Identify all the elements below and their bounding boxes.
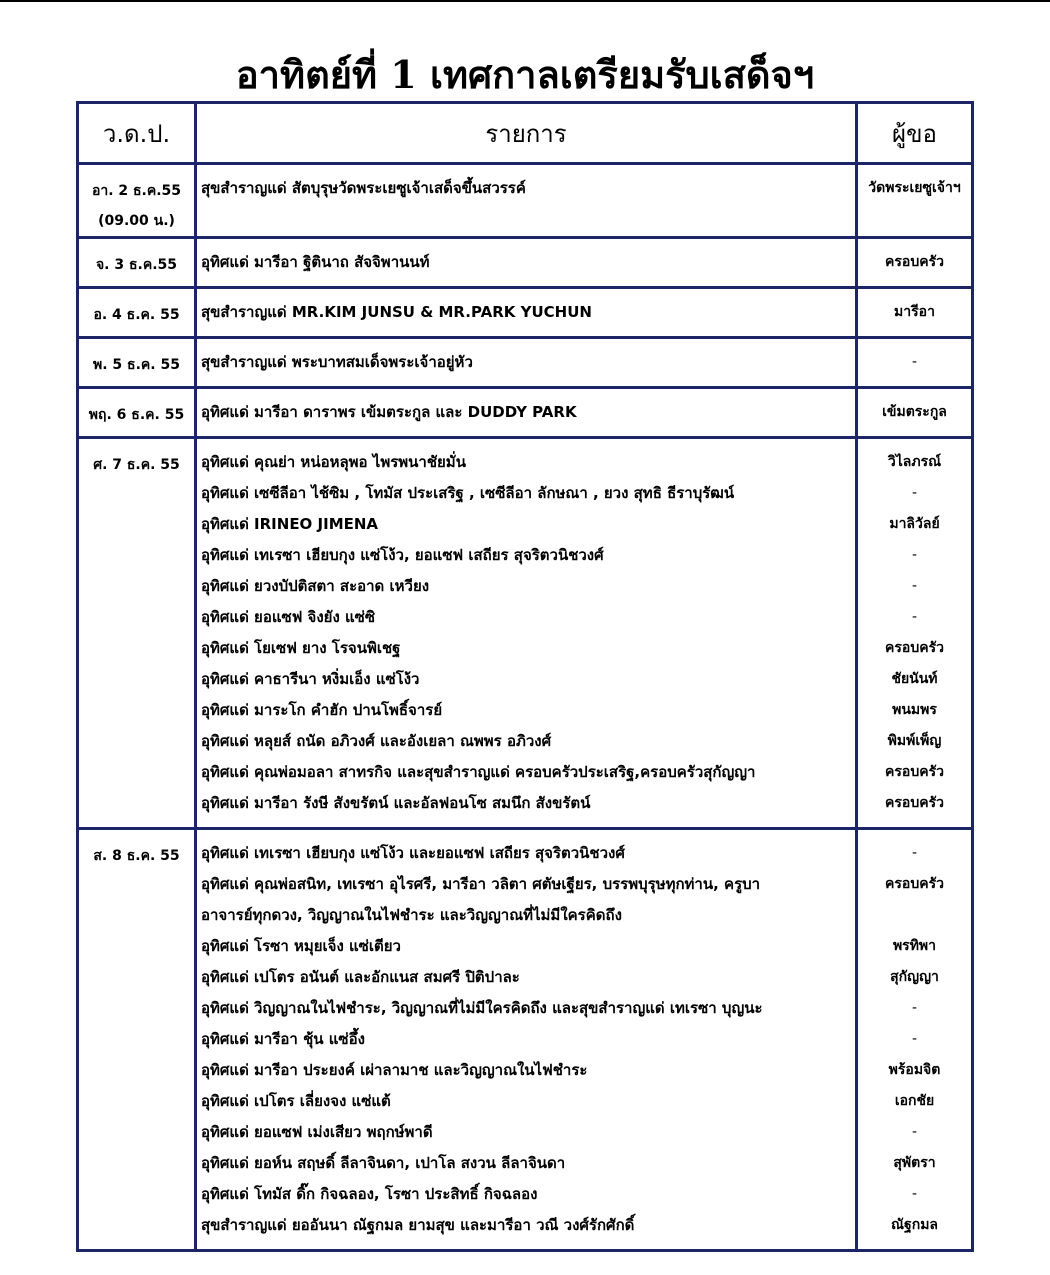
header-date: ว.ด.ป. bbox=[78, 103, 196, 164]
intention-line: สุขสำราญแด่ ยออันนา ณัฐกมล ยามสุข และมารีอา วณี วงศ์รักศักดิ์ bbox=[201, 1216, 635, 1234]
items-cell bbox=[196, 829, 857, 1251]
intention-line: อุทิศแด่ โรซา หมุยเจ็ง แซ่เตียว bbox=[201, 937, 401, 955]
donor-name: เข้มตระกูล bbox=[882, 404, 947, 420]
table-row bbox=[78, 288, 973, 338]
intention-line: อุทิศแด่ มารีอา ประยงค์ เผ่าลามาช และวิญญาณในไฟชำระ bbox=[201, 1061, 588, 1079]
intention-line: อุทิศแด่ มารีอา รังษี สังขรัตน์ และอัลฟอนโซ สมนึก สังขรัตน์ bbox=[201, 794, 591, 812]
table-row bbox=[78, 829, 973, 1251]
items-cell bbox=[196, 164, 857, 238]
table-header-row bbox=[78, 103, 973, 164]
donor-name: มารีอา bbox=[894, 304, 935, 320]
donor-name: เอกชัย bbox=[894, 1093, 935, 1109]
intention-line: สุขสำราญแด่ MR.KIM JUNSU & MR.PARK YUCHUN bbox=[201, 303, 592, 321]
intention-line: อุทิศแด่ หลุยส์ ถนัด อภิวงศ์ และอังเยลา ณพพร อภิวงศ์ bbox=[201, 732, 552, 750]
donor-cell bbox=[857, 338, 973, 388]
donor-name: ครอบครัว bbox=[885, 795, 944, 811]
donor-name: สุกัญญา bbox=[890, 969, 939, 985]
intention-line: อุทิศแด่ เทเรซา เฮียบกุง แซ่โง้ว, ยอแซฟ เสถียร สุจริตวนิชวงศ์ bbox=[201, 546, 604, 564]
date-cell bbox=[78, 829, 196, 1251]
donor-name: ครอบครัว bbox=[885, 764, 944, 780]
intention-line: อุทิศแด่ คุณพ่อมอลา สาทรกิจ และสุขสำราญแด่ ครอบครัวประเสริฐ,ครอบครัวสุกัญญา bbox=[201, 763, 756, 781]
donor-name: - bbox=[911, 845, 918, 861]
table-row bbox=[78, 438, 973, 829]
intention-line: อุทิศแด่ ยวงบัปติสตา สะอาด เหวียง bbox=[201, 577, 430, 595]
donor-name: - bbox=[911, 1031, 918, 1047]
header-donor: ผู้ขอ bbox=[857, 103, 973, 164]
donor-cell bbox=[857, 829, 973, 1251]
intention-line: อาจารย์ทุกดวง, วิญญาณในไฟชำระ และวิญญาณที่ไม่มีใครคิดถึง bbox=[201, 906, 622, 924]
intention-line: อุทิศแด่ คุณพ่อสนิท, เทเรซา อุไรศรี, มารีอา วลิตา ศตัษเฐียร, บรรพบุรุษทุกท่าน, ครูบา bbox=[201, 875, 761, 893]
date-text: พฤ. 6 ธ.ค. 55 bbox=[88, 407, 185, 423]
top-rule bbox=[0, 0, 1050, 2]
date-text: ส. 8 ธ.ค. 55 bbox=[93, 848, 180, 864]
items-cell bbox=[196, 438, 857, 829]
donor-name: พนมพร bbox=[892, 702, 937, 718]
table-row bbox=[78, 338, 973, 388]
intention-line: อุทิศแด่ โทมัส ดิ๊ก กิจฉลอง, โรซา ประสิทธิ์ กิจฉลอง bbox=[201, 1185, 538, 1203]
items-cell bbox=[196, 238, 857, 288]
donor-cell bbox=[857, 288, 973, 338]
donor-name: ครอบครัว bbox=[885, 640, 944, 656]
date-text: ศ. 7 ธ.ค. 55 bbox=[93, 457, 180, 473]
donor-cell bbox=[857, 164, 973, 238]
donor-name: - bbox=[911, 1186, 918, 1202]
donor-name: พรทิพา bbox=[892, 938, 937, 954]
donor-cell bbox=[857, 238, 973, 288]
donor-name: วิไลภรณ์ bbox=[887, 454, 942, 470]
donor-name: ครอบครัว bbox=[885, 254, 944, 270]
date-text: อ. 4 ธ.ค. 55 bbox=[93, 307, 180, 323]
items-cell bbox=[196, 338, 857, 388]
items-cell bbox=[196, 288, 857, 338]
donor-name: - bbox=[911, 609, 918, 625]
date-text: จ. 3 ธ.ค.55 bbox=[95, 257, 178, 273]
date-text: (09.00 น.) bbox=[98, 213, 175, 229]
donor-name: - bbox=[911, 485, 918, 501]
intention-line: อุทิศแด่ เปโตร อนันต์ และอักแนส สมศรี ปิติปาละ bbox=[201, 968, 520, 986]
donor-name: - bbox=[911, 578, 918, 594]
date-cell bbox=[78, 238, 196, 288]
intention-line: อุทิศแด่ คาธารีนา หงิ่มเอ็ง แซ่โง้ว bbox=[201, 670, 420, 688]
donor-name: มาลิวัลย์ bbox=[889, 516, 940, 532]
donor-name: - bbox=[911, 354, 918, 370]
date-cell bbox=[78, 438, 196, 829]
donor-name: - bbox=[911, 1124, 918, 1140]
header-items: รายการ bbox=[196, 103, 857, 164]
intention-line: อุทิศแด่ เซซีลีอา ไช้ซิม , โทมัส ประเสริฐ , เซซีลีอา ลักษณา , ยวง สุทธิ ธีราบุรัฒน์ bbox=[201, 484, 735, 502]
donor-cell bbox=[857, 388, 973, 438]
intention-line: อุทิศแด่ มารีอา ดาราพร เข้มตระกูล และ DUDDY PARK bbox=[201, 403, 577, 421]
intention-line: อุทิศแด่ เทเรซา เฮียบกุง แซ่โง้ว และยอแซฟ เสถียร สุจริตวนิชวงศ์ bbox=[201, 844, 625, 862]
date-cell bbox=[78, 164, 196, 238]
intention-line: อุทิศแด่ ยอแซฟ เม่งเสียว พฤกษ์พาดี bbox=[201, 1123, 433, 1141]
donor-name: วัดพระเยซูเจ้าฯ bbox=[868, 180, 961, 196]
intention-line: อุทิศแด่ วิญญาณในไฟชำระ, วิญญาณที่ไม่มีใครคิดถึง และสุขสำราญแด่ เทเรซา บุญนะ bbox=[201, 999, 763, 1017]
intention-line: อุทิศแด่ ยอห์น สฤษดิ์ ลีลาจินดา, เปาโล สงวน ลีลาจินดา bbox=[201, 1154, 566, 1172]
page-title: อาทิตย์ที่ 1 เทศกาลเตรียมรับเสด็จฯ bbox=[235, 52, 815, 97]
donor-name: - bbox=[911, 547, 918, 563]
items-cell bbox=[196, 388, 857, 438]
date-cell bbox=[78, 338, 196, 388]
date-cell bbox=[78, 388, 196, 438]
donor-cell bbox=[857, 438, 973, 829]
intention-line: อุทิศแด่ ยอแซฟ จิงยัง แซ่ซิ bbox=[201, 608, 376, 626]
table-row bbox=[78, 238, 973, 288]
table-row bbox=[78, 388, 973, 438]
date-text: พ. 5 ธ.ค. 55 bbox=[93, 357, 180, 373]
mass-intention-table bbox=[76, 101, 974, 1252]
donor-name: พร้อมจิต bbox=[888, 1062, 941, 1078]
donor-name: ณัฐกมล bbox=[891, 1217, 938, 1233]
donor-name: สุพัตรา bbox=[893, 1155, 936, 1171]
intention-line: อุทิศแด่ คุณย่า หน่อหลุพอ ไพรพนาชัยมั่น bbox=[201, 453, 466, 471]
intention-line: อุทิศแด่ มารีอา ชุ้น แซ่อึ้ง bbox=[201, 1030, 365, 1048]
intention-line: อุทิศแด่ มารีอา ฐิตินาถ สัจจิพานนท์ bbox=[201, 253, 430, 271]
intention-line: อุทิศแด่ เปโตร เลี่ยงจง แซ่แต้ bbox=[201, 1092, 391, 1110]
donor-name: ครอบครัว bbox=[885, 876, 944, 892]
donor-name: พิมพ์เพ็ญ bbox=[887, 733, 942, 749]
donor-name bbox=[858, 900, 971, 931]
intention-line: สุขสำราญแด่ พระบาทสมเด็จพระเจ้าอยู่หัว bbox=[201, 353, 473, 371]
date-text: อา. 2 ธ.ค.55 bbox=[91, 183, 182, 199]
intention-line: อุทิศแด่ มาระโก คำฮัก ปานโพธิ์จารย์ bbox=[201, 701, 443, 719]
donor-name: ชัยนันท์ bbox=[891, 671, 938, 687]
intention-line: สุขสำราญแด่ สัตบุรุษวัดพระเยซูเจ้าเสด็จขึ้นสวรรค์ bbox=[201, 179, 526, 197]
donor-name: - bbox=[911, 1000, 918, 1016]
table-row bbox=[78, 164, 973, 238]
date-cell bbox=[78, 288, 196, 338]
intention-line: อุทิศแด่ IRINEO JIMENA bbox=[201, 515, 379, 533]
table-body bbox=[78, 164, 973, 1251]
intention-line: อุทิศแด่ โยเซฟ ยาง โรจนพิเชฐ bbox=[201, 639, 401, 657]
